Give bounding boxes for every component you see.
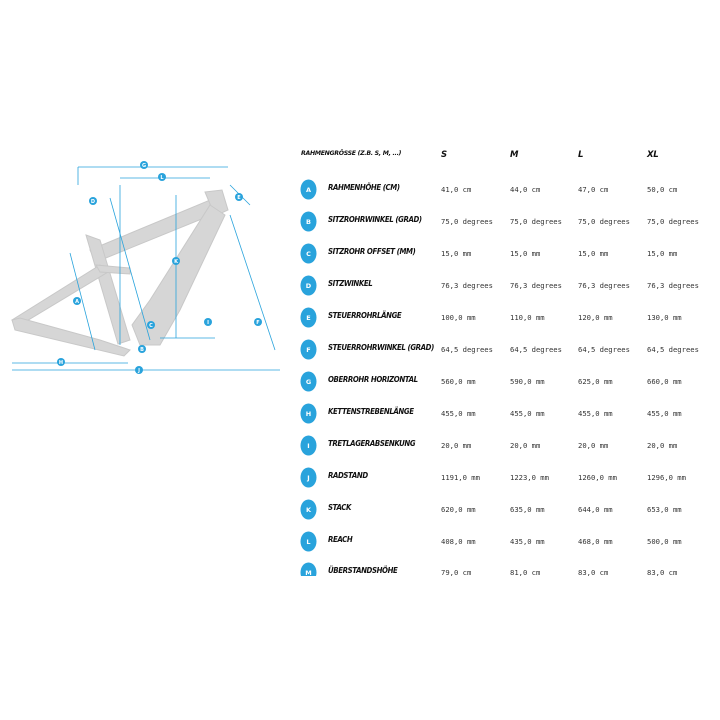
value-cell-xl: 500,0 mm [647,537,682,546]
row-key-badge [300,467,317,488]
row-key-badge [300,339,317,360]
value-cell-l: 625,0 mm [578,377,613,386]
marker-d-label: D [90,199,96,205]
value-cell-m: 590,0 mm [510,377,545,386]
row-key-letter: G [305,378,312,386]
value-cell-xl: 50,0 cm [647,185,678,194]
row-key-letter: A [305,186,312,194]
value-cell-m: 64,5 degrees [510,345,562,354]
table-row [298,499,720,521]
marker-f [254,318,262,326]
row-key-badge [300,179,317,200]
row-key-badge [300,531,317,552]
row-key-letter: K [305,506,312,514]
value-cell-l: 75,0 degrees [578,217,630,226]
table-row [298,531,720,553]
row-label: REACH [328,535,353,545]
row-label: RAHMENHÖHE (CM) [328,183,400,193]
row-key-badge [300,499,317,520]
marker-g [140,161,148,169]
size-header-l: L [578,150,584,160]
marker-b-label: B [140,347,144,353]
marker-h-label: H [58,360,64,366]
row-label: SITZROHR OFFSET (MM) [328,247,416,257]
table-row [298,403,720,425]
row-label: SITZROHRWINKEL (GRAD) [328,215,422,225]
value-cell-m: 81,0 cm [510,568,541,576]
row-key-letter: D [305,282,312,290]
value-cell-s: 455,0 mm [441,409,476,418]
row-key-letter: B [306,218,311,226]
row-label: STACK [328,503,352,513]
marker-k-label: K [174,259,178,265]
value-cell-xl: 455,0 mm [647,409,682,418]
row-label: OBERROHR HORIZONTAL [328,375,418,385]
value-cell-m: 20,0 mm [510,441,541,450]
row-label: STEUERROHRWINKEL (GRAD) [328,343,434,353]
marker-l [158,173,166,181]
marker-b [138,345,146,353]
row-key-badge [300,435,317,456]
value-cell-l: 47,0 cm [578,185,609,194]
marker-a [73,297,81,305]
value-cell-xl: 15,0 mm [647,249,678,258]
value-cell-l: 64,5 degrees [578,345,630,354]
size-header-m: M [510,150,519,160]
value-cell-s: 75,0 degrees [441,217,493,226]
value-cell-l: 76,3 degrees [578,281,630,290]
value-cell-l: 455,0 mm [578,409,613,418]
value-cell-s: 79,0 cm [441,568,472,576]
table-row [298,179,720,201]
size-header-s: S [441,150,447,160]
row-key-badge [300,307,317,328]
value-cell-xl: 75,0 degrees [647,217,699,226]
value-cell-s: 20,0 mm [441,441,472,450]
marker-f-label: F [256,320,260,326]
marker-e-label: E [237,195,241,201]
value-cell-m: 455,0 mm [510,409,545,418]
row-key-letter: H [305,410,312,418]
value-cell-s: 620,0 mm [441,505,476,514]
table-row [298,371,720,393]
marker-e [235,193,243,201]
table-row [298,435,720,457]
value-cell-l: 120,0 mm [578,313,613,322]
value-cell-xl: 660,0 mm [647,377,682,386]
value-cell-m: 75,0 degrees [510,217,562,226]
row-key-badge [300,211,317,232]
value-cell-m: 76,3 degrees [510,281,562,290]
value-cell-l: 20,0 mm [578,441,609,450]
marker-l-label: L [160,175,164,181]
marker-k [172,257,180,265]
table-row [298,467,720,489]
table-row [298,307,720,329]
value-cell-l: 15,0 mm [578,249,609,258]
marker-i [204,318,212,326]
value-cell-l: 1260,0 mm [578,473,617,482]
value-cell-xl: 83,0 cm [647,568,678,576]
table-row [298,211,720,233]
value-cell-s: 64,5 degrees [441,345,493,354]
value-cell-m: 435,0 mm [510,537,545,546]
row-key-badge [300,403,317,424]
value-cell-l: 468,0 mm [578,537,613,546]
value-cell-m: 110,0 mm [510,313,545,322]
value-cell-xl: 1296,0 mm [647,473,686,482]
value-cell-m: 635,0 mm [510,505,545,514]
table-row [298,339,720,361]
row-key-letter: C [306,250,311,258]
value-cell-m: 15,0 mm [510,249,541,258]
value-cell-xl: 20,0 mm [647,441,678,450]
row-label: KETTENSTREBENLÄNGE [328,407,414,417]
table-row [298,562,720,576]
value-cell-s: 1191,0 mm [441,473,480,482]
value-cell-s: 408,0 mm [441,537,476,546]
size-header-xl: XL [647,150,659,160]
frame-geometry-diagram [0,150,290,380]
marker-c [147,321,155,329]
value-cell-xl: 64,5 degrees [647,345,699,354]
marker-a-label: A [75,299,79,305]
row-key-letter: F [306,346,311,354]
marker-h [57,358,65,366]
row-key-badge [300,371,317,392]
row-key-badge [300,243,317,264]
value-cell-s: 41,0 cm [441,185,472,194]
value-cell-xl: 130,0 mm [647,313,682,322]
row-label: ÜBERSTANDSHÖHE [328,566,398,576]
row-key-letter: I [307,442,310,450]
value-cell-m: 44,0 cm [510,185,541,194]
row-label: TRETLAGERABSENKUNG [328,439,416,449]
row-key-badge [300,562,317,576]
value-cell-s: 560,0 mm [441,377,476,386]
marker-d [89,197,97,205]
row-label: SITZWINKEL [328,279,373,289]
row-key-letter: E [306,314,311,322]
marker-i-label: I [207,320,209,326]
table-row [298,243,720,265]
value-cell-s: 15,0 mm [441,249,472,258]
table-row [298,275,720,297]
marker-g-label: G [141,163,147,169]
value-cell-xl: 653,0 mm [647,505,682,514]
row-label: RADSTAND [328,471,368,481]
value-cell-s: 76,3 degrees [441,281,493,290]
row-key-badge [300,275,317,296]
row-key-letter: J [307,474,310,482]
value-cell-s: 100,0 mm [441,313,476,322]
row-key-letter: L [306,538,311,546]
marker-j [135,366,143,374]
value-cell-l: 644,0 mm [578,505,613,514]
value-cell-l: 83,0 cm [578,568,609,576]
marker-j-label: J [138,368,140,374]
value-cell-xl: 76,3 degrees [647,281,699,290]
frame-size-header: RAHMENGRÖSSE (Z.B. S, M, ...) [301,150,402,157]
value-cell-m: 1223,0 mm [510,473,549,482]
row-label: STEUERROHRLÄNGE [328,311,402,321]
row-key-letter: M [305,569,312,576]
marker-c-label: C [149,323,153,329]
